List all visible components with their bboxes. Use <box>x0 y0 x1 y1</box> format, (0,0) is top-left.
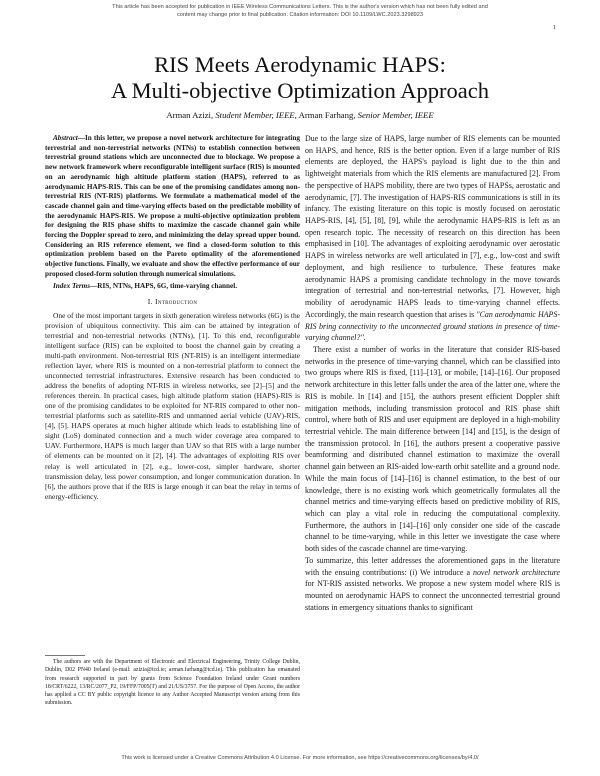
journal-header-note <box>0 3 600 19</box>
page-number: 1 <box>552 24 556 31</box>
author-line <box>0 110 600 120</box>
index-terms <box>45 282 300 292</box>
author-2-name: Arman Farhang, <box>298 110 356 120</box>
license-footer: This work is licensed under a Creative Commons Attribution 4.0 License. For more information, see https://creativecommons.org/licenses/by/4.0/ <box>121 755 479 761</box>
left-column <box>45 134 300 502</box>
section-heading-introduction: I. Introduction <box>147 297 198 307</box>
contributions-intro: To summarize, this letter addresses the aforementioned gaps in the literature with the ensuing contributions: (i) We introduce a <box>305 555 560 577</box>
research-question-quote: "Can aerodynamic HAPS-RIS bring connectivity to the unconnected ground stations in presence of time-varying channel?". <box>305 309 560 343</box>
affiliation-footnote: The authors are with the Department of Electronic and Electrical Engineering, Trinity College Dublin, Dublin, D02 PN40 Ireland (e-mail: azizia@tcd.ie; arman.farhang@tcd.ie). This publication has emanated from research supported in part by grants from Science Foundation Ireland under Grant numbers 18/CRT/6222, 13/RC/2077_P2, 19/FFP/7005(T) and 21/US/3757. For the purpose of Open Access, the author has applied a CC BY public copyright licence to any Author Accepted Manuscript version arising from this submission. <box>45 659 300 707</box>
index-terms-label: Index Terms <box>53 281 91 290</box>
author-1-role: Student Member, IEEE, <box>215 110 297 120</box>
right-paragraph-2: There exist a number of works in the literature that consider RIS-based networks in the presence of time-varying channel, which can be classified into two groups where RIS is fixed, [11]–[13], or mobile, [14]–[16]. Our proposed network architecture in this letter falls under the area of the latter one, where the RIS is mobile. In [14] and [15], the authors present efficient Doppler shift mitigation methods, including transmission protocol and RIS phase shift control, where both of RIS and user equipment are deployed in a high-mobility terrestrial vehicle. The main difference between [14] and [15], is the design of the transmission protocol. In [16], the authors present a cooperative passive beamforming and distributed channel estimation to maximize the overall channel gain between an RIS-aided low-earth orbit satellite and a ground node. While the main focus of [14]–[16] is channel estimation, to the best of our knowledge, there is no existing work which geometrically formulates all the channel metrics and time-varying effects based on predictive mobility of RIS, which can play a vital role in reducing the computational complexity. Furthermore, the authors in [14]–[16] only consider one side of the cascade channel to be time-varying, while in this letter we investigate the case where both sides of the cascade channel are time-varying. <box>305 344 560 554</box>
abstract <box>45 134 300 280</box>
abstract-label: Abstract <box>53 134 78 142</box>
introduction-paragraph-1: One of the most important targets in sixth generation wireless networks (6G) is the provision of ubiquitous connectivity. This aim can be attained by integration of terrestrial and non-terrestrial networks (NTNs), [1]. To this end, reconfigurable intelligent surface (RIS) can be exploited to boost the channel gain by creating a multi-path environment. Non-terrestrial RIS (NT-RIS) is an intelligent intermediate reflection layer, where RIS is mounted on a non-terrestrial platform to connect the unconnected terrestrial infrastructures. Extensive research has been conducted to address the benefits of adopting NT-RIS in wireless networks, see [2]–[5] and the references therein. In practical cases, high altitude platform station (HAPS)-RIS is one of the promising candidates to be exploited for NT-RIS compared to other non-terrestrial platforms such as satellite-RIS and unmanned aerial vehicle (UAV)-RIS, [4], [5]. HAPS operates at much higher altitude which leads to establishing line of sight (LoS) dominated connection and a much wider coverage area compared to UAV. Furthermore, HAPS is much larger than UAV so that RIS with a large number of elements can be mounted on it [2], [4]. The advantages of exploiting RIS over relay is well articulated in [2], e.g., lower-cost, simpler hardware, shorter transmission delay, less power consumption, and longer communication duration. In [6], the authors prove that if the RIS is large enough it can beat the relay in terms of energy-efficiency. <box>45 311 300 501</box>
author-1-name: Arman Azizi, <box>166 110 214 120</box>
right-column <box>305 133 560 613</box>
right-paragraph-1 <box>305 133 560 344</box>
contributions-continued: for NT-RIS assisted networks. We propose a new system model where RIS is mounted on aerodynamic HAPS to connect the unconnected terrestrial ground stations in emergency situations thanks to significant <box>305 579 560 612</box>
abstract-text: —In this letter, we propose a novel network architecture for integrating terrestrial and non-terrestrial networks (NTNs) to establish connection between terrestrial ground stations which are unconnected due to blockage. We propose a new network framework where reconfigurable intelligent surface (RIS) is mounted on an aerodynamic high altitude platform station (HAPS), referred to as aerodynamic HAPS-RIS. This can be one of the promising candidates among non-terrestrial RIS (NT-RIS) platforms. We formulate a mathematical model of the cascade channel gain and time-varying effects based on the predictable mobility of the aerodynamic HAPS-RIS. We propose a multi-objective optimization problem for designing the RIS phase shifts to maximize the cascade channel gain while forcing the Doppler spread to zero, and minimizing the delay spread upper bound. Considering an RIS reference element, we find a closed-form solution to this optimization problem based on the Pareto optimality of the aforementioned objective functions. Finally, we evaluate and show the effective performance of our proposed closed-form solution through numerical simulations. <box>45 134 300 278</box>
header-line-2: content may change prior to final publication. Citation information: DOI 10.1109/LWC.2023.3298923 <box>176 12 424 18</box>
author-2-role: Senior Member, IEEE <box>357 110 434 120</box>
title-line-1: RIS Meets Aerodynamic HAPS: <box>154 52 446 77</box>
right-paragraph-1-text: Due to the large size of HAPS, large number of RIS elements can be mounted on HAPS, and hence, RIS is the better option. Even if a large number of RIS elements are deployed, the HAPS's payload is light due to the thin and lightweight materials from which the RIS elements are manufactured [2]. From the perspective of HAPS mobility, there are two types of HAPSs, aerostatic and aerodynamic, [7]. The investigation of HAPS-RIS communications is still in its infancy. The existing literature on this topic is mostly focused on aerostatic HAPS-RIS, [4], [5], [8], [9], while the aerodynamic HAPS-RIS is left as an open research topic. The necessity of research on this direction has been emphasised in [10]. The advantages of exploiting aerodynamic over aerostatic HAPS in wireless networks are well articulated in [7], e.g., low-cost and swift deployment, and high resilience to turbulence. These features make aerodynamic HAPS a promising candidate technology in the move towards integration of terrestrial and non-terrestrial networks, [7]. However, high mobility of aerodynamic HAPS leads to time-varying channel effects. Accordingly, the main research question that arises is <box>305 134 560 319</box>
header-line-1: This article has been accepted for publication in IEEE Wireless Communications Letters. This is the author's version which has not been fully edited and <box>112 4 488 10</box>
title-line-2: A Multi-objective Optimization Approach <box>110 78 490 103</box>
contribution-emphasis: novel network architecture <box>472 567 560 577</box>
index-terms-text: —RIS, NTNs, HAPS, 6G, time-varying channel. <box>90 281 238 290</box>
right-paragraph-3 <box>305 555 560 614</box>
paper-title <box>0 52 600 104</box>
footnote-divider <box>45 655 85 656</box>
